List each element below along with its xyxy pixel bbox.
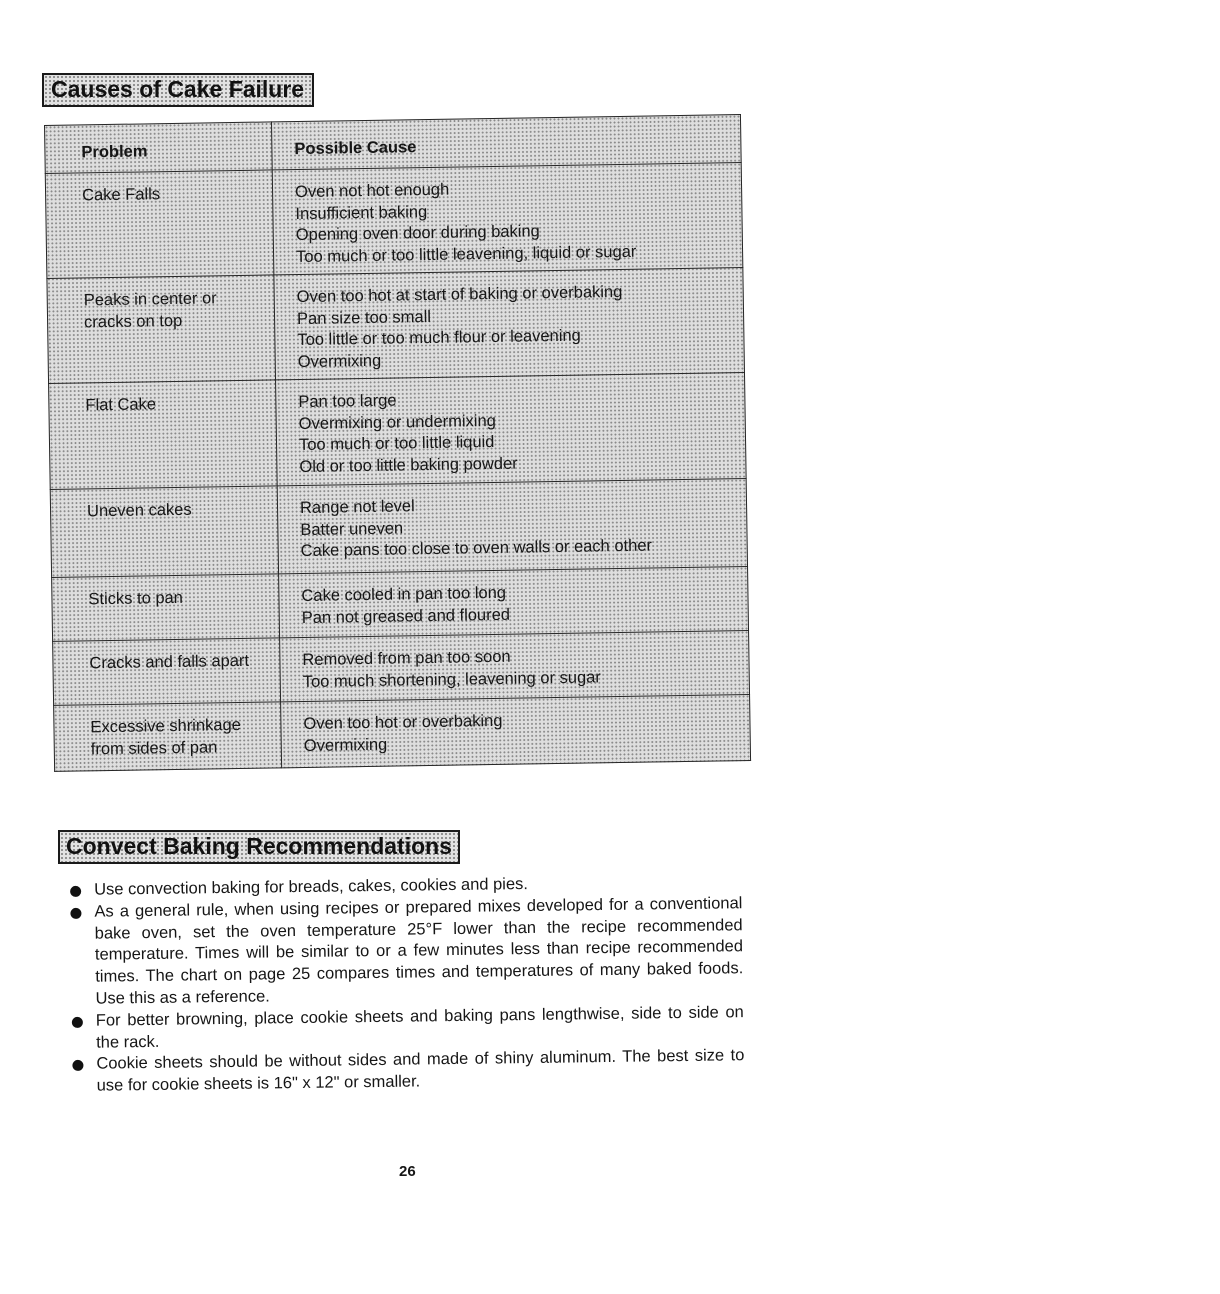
problem-text: Flat Cake bbox=[85, 395, 157, 415]
cause-text: Too little or too much flour or leavening bbox=[297, 326, 581, 350]
cause-text: Pan not greased and floured bbox=[301, 605, 511, 627]
cause-cell bbox=[280, 630, 750, 701]
cause-cell bbox=[281, 694, 751, 767]
cause-text: Pan size too small bbox=[296, 307, 432, 328]
bullet-icon bbox=[70, 908, 81, 919]
problem-text: Cracks and falls apart bbox=[89, 651, 250, 673]
cause-cell bbox=[272, 163, 743, 275]
table-row bbox=[54, 694, 751, 771]
problem-text: Uneven cakes bbox=[86, 500, 192, 521]
page-number: 26 bbox=[399, 1163, 416, 1180]
bullet-icon bbox=[70, 886, 81, 897]
recommendation-text: As a general rule, when using recipes or prepared mixes developed for a conventional bake oven, set the oven temperature 25°F lower than the recipe recommended temperature. Times will be similar to or a few minutes less than recipe recommended times. The chart on page 25 compares times and temperatures of many baked foods. Use this as a reference. bbox=[94, 893, 744, 1008]
recommendation-text: For better browning, place cookie sheets and baking pans lengthwise, side to side on the rack. bbox=[95, 1002, 744, 1052]
problem-cell bbox=[53, 638, 281, 706]
cause-text: Oven not hot enough bbox=[294, 180, 450, 202]
convect-baking-heading: Convect Baking Recommendations bbox=[58, 830, 460, 864]
cause-cell bbox=[276, 373, 747, 486]
cause-text: Batter uneven bbox=[300, 518, 404, 539]
cause-text: Opening oven door during baking bbox=[295, 222, 540, 245]
table-row bbox=[53, 630, 750, 705]
cause-text: Range not level bbox=[299, 497, 415, 518]
convect-recommendations-list bbox=[70, 871, 745, 1098]
cake-failure-table bbox=[44, 114, 751, 772]
problem-cell bbox=[54, 702, 282, 772]
cause-text: Oven too hot or overbaking bbox=[303, 711, 503, 733]
problem-column-header: Problem bbox=[45, 122, 273, 174]
cause-text: Oven too hot at start of baking or overbaking bbox=[296, 282, 623, 307]
cause-text: Cake cooled in pan too long bbox=[301, 583, 507, 606]
problem-text: from sides of pan bbox=[90, 737, 218, 758]
recommendation-text: Use convection baking for breads, cakes, cookies and pies. bbox=[94, 875, 529, 899]
problem-text: Sticks to pan bbox=[88, 588, 184, 609]
cause-text: Too much or too little liquid bbox=[298, 432, 495, 455]
cause-cell bbox=[279, 567, 749, 638]
cause-cell bbox=[277, 479, 747, 574]
cause-text: Overmixing bbox=[297, 351, 382, 371]
problem-cell bbox=[47, 275, 276, 384]
problem-cell bbox=[49, 380, 278, 490]
cause-text: Overmixing bbox=[303, 735, 388, 755]
cause-text: Cake pans too close to oven walls or each other bbox=[300, 536, 653, 561]
table-row bbox=[52, 567, 749, 642]
problem-cell bbox=[50, 486, 278, 578]
list-item bbox=[70, 893, 743, 1011]
table-row bbox=[50, 479, 747, 578]
bullet-icon bbox=[72, 1060, 83, 1071]
possible-cause-column-header: Possible Cause bbox=[271, 115, 741, 170]
cause-text: Pan too large bbox=[298, 391, 397, 412]
table-row bbox=[45, 163, 743, 279]
cause-text: Too much shortening, leavening or sugar bbox=[302, 667, 601, 691]
problem-cell bbox=[52, 574, 280, 642]
problem-text: Excessive shrinkage bbox=[90, 715, 241, 737]
cause-cell bbox=[274, 268, 745, 380]
recommendation-text: Cookie sheets should be without sides and made of shiny aluminum. The best size to use for cookie sheets is 16" x 12" or smaller. bbox=[96, 1046, 745, 1095]
problem-cell bbox=[45, 170, 274, 279]
table-row bbox=[47, 268, 745, 384]
bullet-icon bbox=[72, 1017, 83, 1028]
cause-text: Too much or too little leavening, liquid or sugar bbox=[295, 242, 637, 266]
problem-text: Cake Falls bbox=[81, 185, 161, 205]
problem-text: Peaks in center or bbox=[83, 289, 217, 310]
list-item bbox=[72, 1046, 745, 1098]
cause-text: Insufficient baking bbox=[295, 202, 428, 223]
cause-text: Overmixing or undermixing bbox=[298, 411, 496, 433]
cake-failure-heading: Causes of Cake Failure bbox=[42, 73, 314, 107]
cake-failure-table-wrapper bbox=[44, 114, 751, 772]
table-row bbox=[49, 373, 747, 490]
problem-text: cracks on top bbox=[83, 311, 183, 331]
cause-text: Removed from pan too soon bbox=[302, 647, 511, 670]
cause-text: Old or too little baking powder bbox=[299, 454, 518, 476]
